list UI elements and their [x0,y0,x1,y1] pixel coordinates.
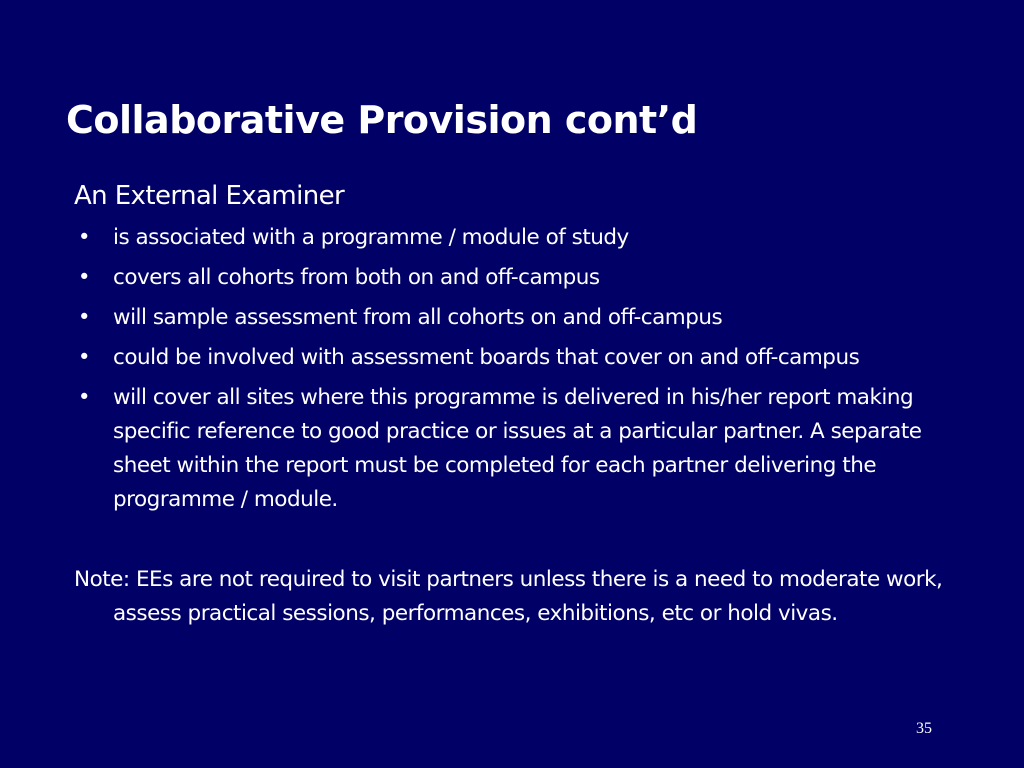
bullet-text: covers all cohorts from both on and off-campus [113,265,600,290]
bullet-text: is associated with a programme / module of study [113,225,629,250]
bullet-item [74,301,954,335]
bullet-icon: • [77,385,91,410]
slide-content [74,177,954,631]
bullet-list [74,221,954,517]
bullet-icon: • [77,345,91,370]
bullet-icon: • [77,265,91,290]
bullet-item [74,341,954,375]
bullet-text: could be involved with assessment boards that cover on and off-campus [113,345,860,370]
bullet-icon: • [77,225,91,250]
bullet-item [74,381,954,517]
intro-text: An External Examiner [74,181,345,211]
bullet-text: will sample assessment from all cohorts on and off-campus [113,305,723,330]
bullet-text: will cover all sites where this programme is delivered in his/her report making specific reference to good practice or issues at a particular partner. A separate sheet within the report must be completed for each partner delivering the programme / module. [113,385,922,512]
note-text: Note: EEs are not required to visit partners unless there is a need to moderate work, assess practical sessions, performances, exhibitions, etc or hold vivas. [74,567,943,626]
bullet-item [74,261,954,295]
slide-title: Collaborative Provision cont’d [66,98,698,142]
page-number: 35 [916,720,932,737]
bullet-icon: • [77,305,91,330]
bullet-item [74,221,954,255]
